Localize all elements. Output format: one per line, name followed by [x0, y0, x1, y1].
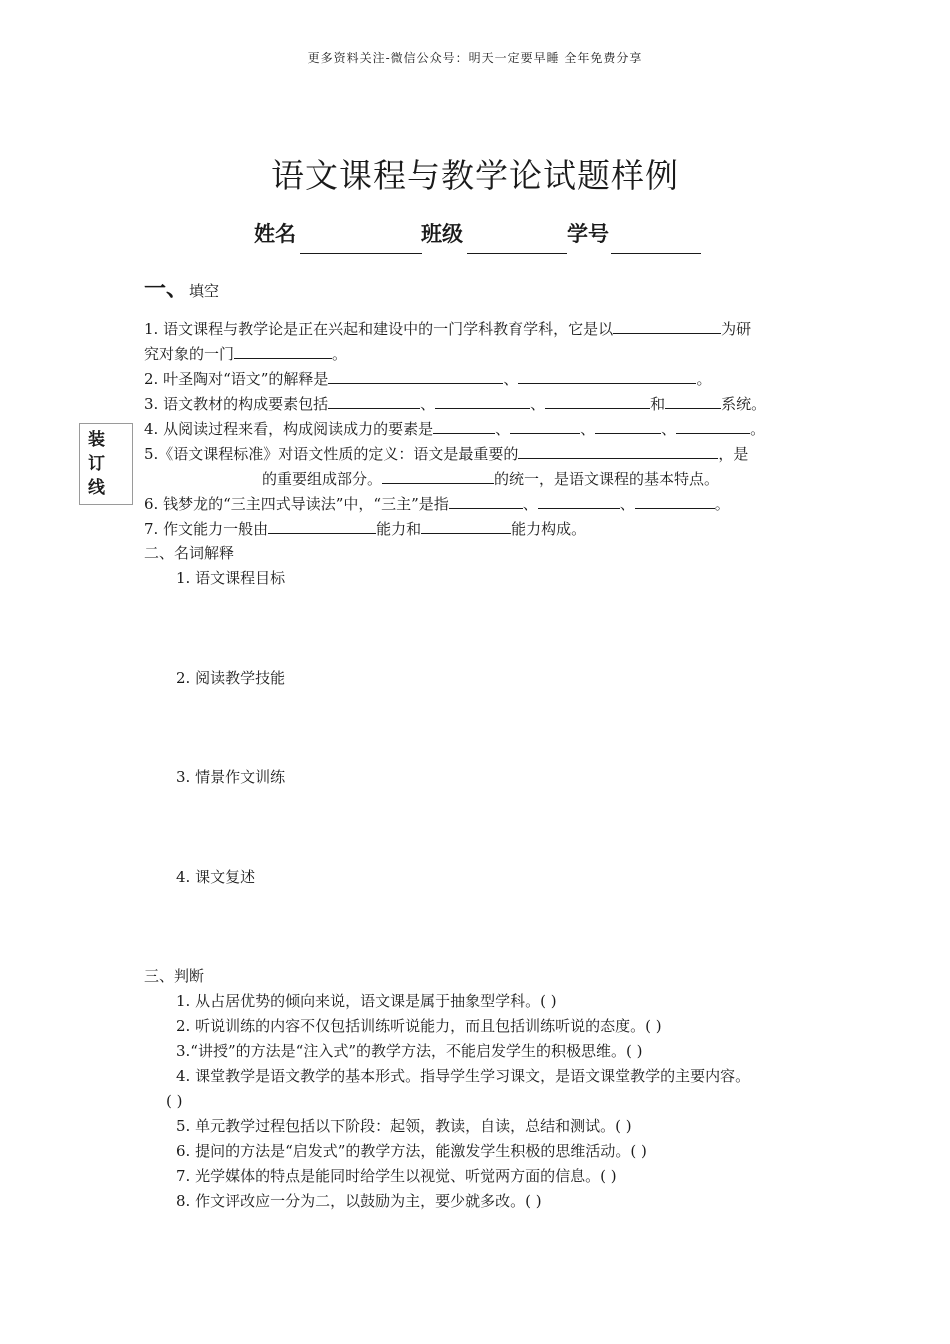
- answer-blank[interactable]: [676, 418, 750, 434]
- name-blank: [300, 253, 422, 254]
- term-item: 3. 情景作文训练: [176, 768, 286, 786]
- term-item: 4. 课文复述: [176, 868, 256, 886]
- answer-blank[interactable]: [510, 418, 580, 434]
- answer-blank[interactable]: [635, 493, 715, 509]
- question-3: 3. 语文教材的构成要素包括 、 、 和 系统。: [144, 395, 767, 413]
- answer-blank[interactable]: [433, 418, 495, 434]
- question-7: 7. 作文能力一般由 能力和 能力构成。: [144, 520, 587, 538]
- header-note: 更多资料关注-微信公众号：明天一定要早睡 全年免费分享: [307, 51, 643, 65]
- answer-blank[interactable]: [665, 393, 721, 409]
- question-1-line1: 1. 语文课程与教学论是正在兴起和建设中的一门学科教育学科，它是以 为研: [144, 320, 752, 338]
- section1-label: 填空: [189, 282, 220, 300]
- answer-blank[interactable]: [449, 493, 523, 509]
- question-1-line2: 究对象的一门 。: [144, 345, 348, 363]
- binding-line-box: [79, 423, 133, 505]
- judgment-item: 8. 作文评改应一分为二，以鼓励为主，要少就多改。( ): [176, 1192, 542, 1210]
- answer-blank[interactable]: [545, 393, 650, 409]
- answer-blank[interactable]: [613, 318, 721, 334]
- judgment-item: 1. 从占居优势的倾向来说，语文课是属于抽象型学科。( ): [176, 992, 557, 1010]
- judgment-item: 2. 听说训练的内容不仅包括训练听说能力，而且包括训练听说的态度。( ): [176, 1017, 662, 1035]
- term-item: 1. 语文课程目标: [176, 569, 286, 587]
- term-item: 2. 阅读教学技能: [176, 669, 286, 687]
- answer-blank[interactable]: [268, 518, 376, 534]
- answer-blank[interactable]: [538, 493, 620, 509]
- question-6: 6. 钱梦龙的“三主四式导读法”中，“三主”是指 、 、 。: [144, 495, 730, 513]
- answer-blank[interactable]: [234, 343, 332, 359]
- id-label: 学号: [567, 222, 609, 246]
- class-blank: [467, 253, 567, 254]
- answer-blank[interactable]: [421, 518, 511, 534]
- judgment-item: 3.“讲授”的方法是“注入式”的教学方法，不能启发学生的积极思维。( ): [176, 1042, 643, 1060]
- binding-char: 订: [88, 454, 105, 474]
- section1-marker: 一、: [144, 276, 189, 302]
- judgment-item: 5. 单元教学过程包括以下阶段：起领，教读，自读，总结和测试。( ): [176, 1117, 632, 1135]
- id-blank: [611, 253, 701, 254]
- binding-char: 装: [88, 430, 105, 450]
- section2-heading: 二、名词解释: [144, 544, 235, 562]
- question-5-line1: 5.《语文课程标准》对语文性质的定义：语文是最重要的 ，是: [144, 445, 749, 463]
- class-label: 班级: [421, 222, 463, 246]
- question-2: 2. 叶圣陶对“语文”的解释是 、 。: [144, 370, 712, 388]
- question-5-line2: 的重要组成部分。 的统一，是语文课程的基本特点。: [262, 470, 720, 488]
- answer-blank[interactable]: [328, 368, 503, 384]
- answer-blank[interactable]: [518, 368, 696, 384]
- answer-blank[interactable]: [382, 468, 494, 484]
- judgment-item: 4. 课堂教学是语文教学的基本形式。指导学生学习课文，是语文课堂教学的主要内容。: [176, 1067, 751, 1085]
- judgment-item: 7. 光学媒体的特点是能同时给学生以视觉、听觉两方面的信息。( ): [176, 1167, 617, 1185]
- judgment-item: 6. 提问的方法是“启发式”的教学方法，能激发学生积极的思维活动。( ): [176, 1142, 647, 1160]
- answer-blank[interactable]: [518, 443, 718, 459]
- answer-blank[interactable]: [595, 418, 661, 434]
- binding-char: 线: [88, 478, 105, 498]
- name-label: 姓名: [254, 222, 296, 246]
- section3-heading: 三、判断: [144, 967, 205, 985]
- page-title: 语文课程与教学论试题样例: [271, 156, 679, 195]
- answer-blank[interactable]: [435, 393, 530, 409]
- answer-blank[interactable]: [328, 393, 420, 409]
- question-4: 4. 从阅读过程来看，构成阅读成力的要素是 、 、 、 。: [144, 420, 766, 438]
- judgment-item-continuation: ( ): [166, 1092, 183, 1110]
